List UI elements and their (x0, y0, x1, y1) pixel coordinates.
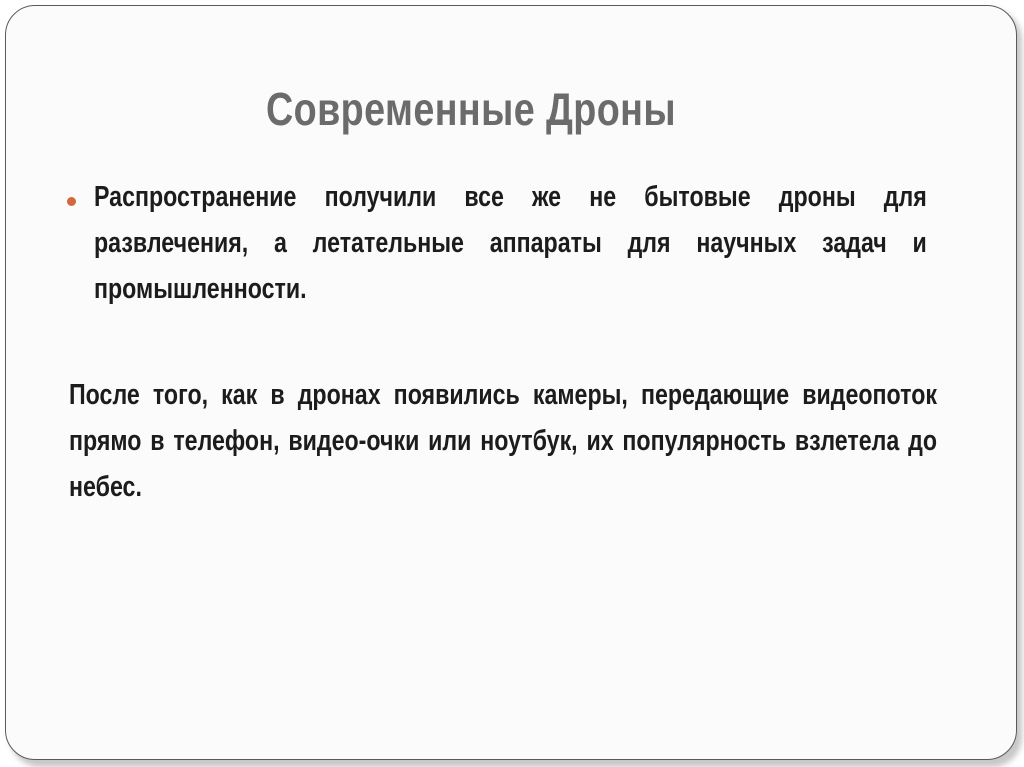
slide-title: Современные Дроны (265, 83, 677, 135)
bullet-dot-icon (67, 197, 76, 206)
body-paragraph: После того, как в дронах появились камеры, передающие видеопоток прямо в телефон, видео-очки или ноутбук, их популярность взлетела до небес. (69, 379, 937, 503)
slide (5, 5, 1017, 760)
bullet-paragraph: Распространение получили все же не бытовые дроны для развлечения, а летательные аппараты для научных задач и промышленности. (94, 181, 927, 305)
